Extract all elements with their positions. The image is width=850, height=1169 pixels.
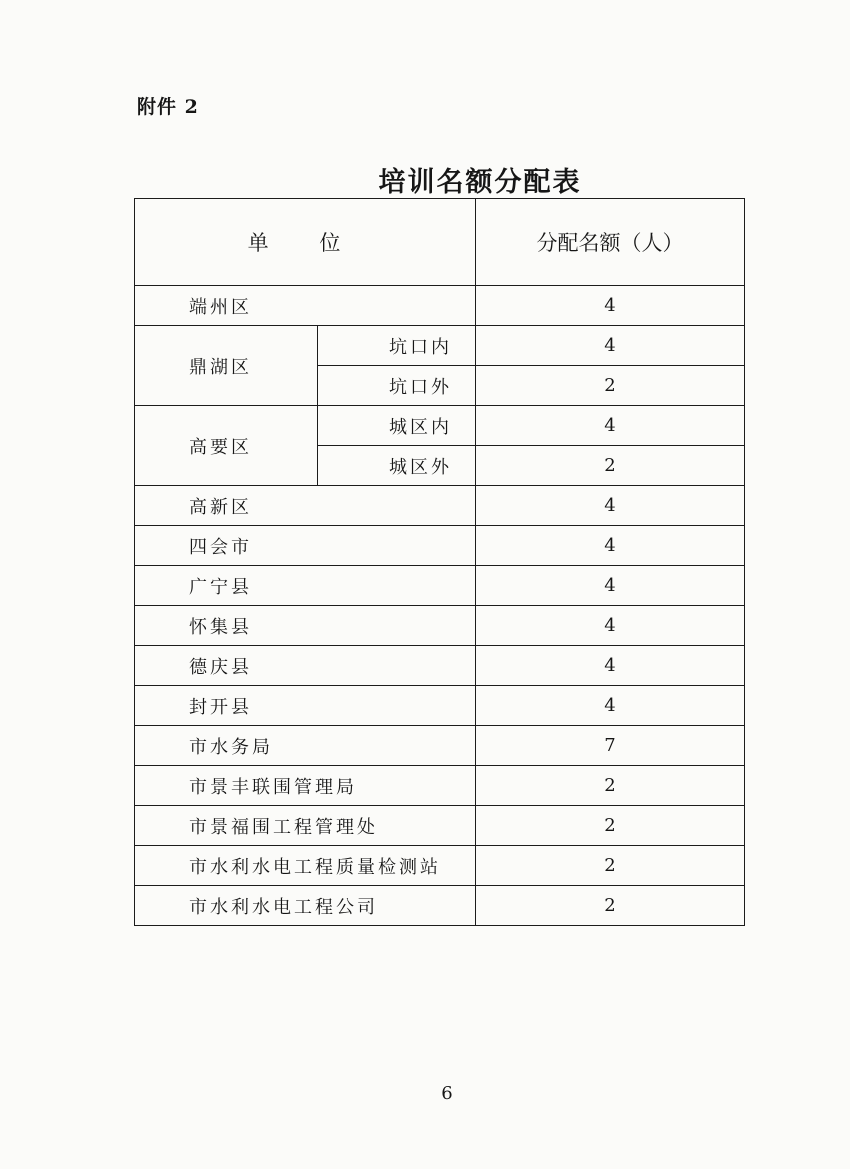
unit-cell: 四会市 <box>135 526 476 566</box>
unit-cell-dinghu: 鼎湖区 <box>135 326 318 406</box>
header-unit-cell <box>135 199 476 286</box>
table-row-deqing <box>135 646 745 686</box>
quota-cell: 2 <box>476 846 745 886</box>
quota-cell: 2 <box>476 766 745 806</box>
unit-cell: 广宁县 <box>135 566 476 606</box>
unit-cell: 市水利水电工程公司 <box>135 886 476 926</box>
quota-cell: 2 <box>476 806 745 846</box>
table-header-row <box>135 199 745 286</box>
quota-cell: 2 <box>476 366 745 406</box>
page-title: 培训名额分配表 <box>378 167 582 198</box>
sub-unit-cell: 坑口内 <box>318 326 476 366</box>
quota-cell: 7 <box>476 726 745 766</box>
quota-cell: 4 <box>476 286 745 326</box>
quota-cell: 4 <box>476 646 745 686</box>
page-number: 6 <box>441 1083 453 1104</box>
quota-cell: 4 <box>476 486 745 526</box>
table-row-engineering-company <box>135 886 745 926</box>
table-row-fengkai <box>135 686 745 726</box>
unit-cell: 市水利水电工程质量检测站 <box>135 846 476 886</box>
unit-cell: 德庆县 <box>135 646 476 686</box>
quota-cell: 2 <box>476 446 745 486</box>
table-row-sihui <box>135 526 745 566</box>
table-row-guangning <box>135 566 745 606</box>
table-row-quality-station <box>135 846 745 886</box>
header-quota-cell <box>476 199 745 286</box>
header-unit-label: 单 位 <box>247 231 363 255</box>
table-row-gaoyao-inside <box>135 406 745 446</box>
quota-cell: 4 <box>476 566 745 606</box>
table-row-duanzhou <box>135 286 745 326</box>
quota-cell: 2 <box>476 886 745 926</box>
sub-unit-cell: 城区内 <box>318 406 476 446</box>
table-row-jingfeng <box>135 766 745 806</box>
quota-cell: 4 <box>476 326 745 366</box>
unit-cell: 市水务局 <box>135 726 476 766</box>
unit-cell-gaoyao: 高要区 <box>135 406 318 486</box>
table-row-gaoxin <box>135 486 745 526</box>
unit-cell: 市景丰联围管理局 <box>135 766 476 806</box>
header-quota-label: 分配名额（人） <box>536 231 684 255</box>
table-row-huaiji <box>135 606 745 646</box>
quota-cell: 4 <box>476 606 745 646</box>
quota-cell: 4 <box>476 686 745 726</box>
quota-cell: 4 <box>476 406 745 446</box>
quota-cell: 4 <box>476 526 745 566</box>
unit-cell: 市景福围工程管理处 <box>135 806 476 846</box>
sub-unit-cell: 城区外 <box>318 446 476 486</box>
table-row-water-bureau <box>135 726 745 766</box>
table-row-jingfu <box>135 806 745 846</box>
unit-cell: 怀集县 <box>135 606 476 646</box>
unit-cell: 封开县 <box>135 686 476 726</box>
unit-cell: 高新区 <box>135 486 476 526</box>
quota-allocation-table <box>134 198 745 926</box>
attachment-label: 附件 2 <box>137 96 199 118</box>
table-row-dinghu-inside <box>135 326 745 366</box>
unit-cell: 端州区 <box>135 286 476 326</box>
sub-unit-cell: 坑口外 <box>318 366 476 406</box>
